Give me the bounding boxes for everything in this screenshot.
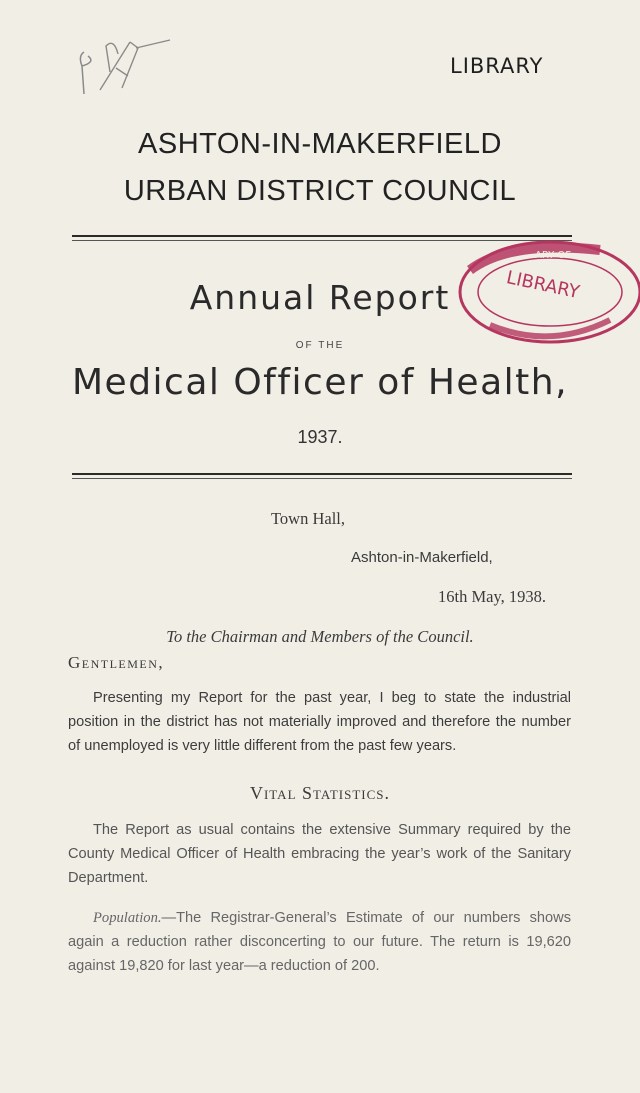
svg-text:ARY OF: ARY OF (535, 250, 572, 261)
address-town-hall: Town Hall, (271, 509, 346, 528)
handwritten-mark (70, 32, 190, 102)
report-year: 1937. (297, 427, 343, 447)
letter-salutation: Gentlemen, (68, 653, 165, 672)
report-of-the: OF THE (295, 340, 345, 351)
paragraph-summary: The Report as usual contains the extensive Summary required by the County Medical Officer of Health embracing the year’s work of the Sanitary Department. (68, 822, 571, 886)
svg-text:LIBRARY: LIBRARY (504, 267, 582, 304)
paragraph-industrial: Presenting my Report for the past year, I beg to state the industrial position in the district has not materially improved and therefore the number of unemployed is very little different from the past few years. (68, 690, 571, 754)
paragraph-population (68, 906, 571, 978)
report-title: Annual Report (189, 278, 451, 317)
library-stamp: LIBRARY (450, 54, 544, 78)
letter-date: 16th May, 1938. (438, 587, 547, 606)
population-label: Population. (93, 910, 162, 926)
library-seal-stamp (450, 230, 640, 355)
section-heading-vital-statistics: Vital Statistics. (249, 783, 391, 803)
council-title-line1: ASHTON-IN-MAKERFIELD (138, 128, 502, 160)
population-text: —The Registrar-General’s Estimate of our numbers shows again a reduction rather disconcerting to our future. The return is 19,620 against 19,820 for last year—a reduction of 200. (68, 910, 571, 974)
bottom-rule-thin (72, 478, 572, 479)
letter-addressee: To the Chairman and Members of the Council. (166, 627, 474, 646)
council-title-line2: URBAN DISTRICT COUNCIL (123, 175, 517, 207)
address-place: Ashton-in-Makerfield, (351, 549, 493, 566)
bottom-rule (72, 473, 572, 475)
report-subtitle: Medical Officer of Health, (71, 362, 569, 403)
